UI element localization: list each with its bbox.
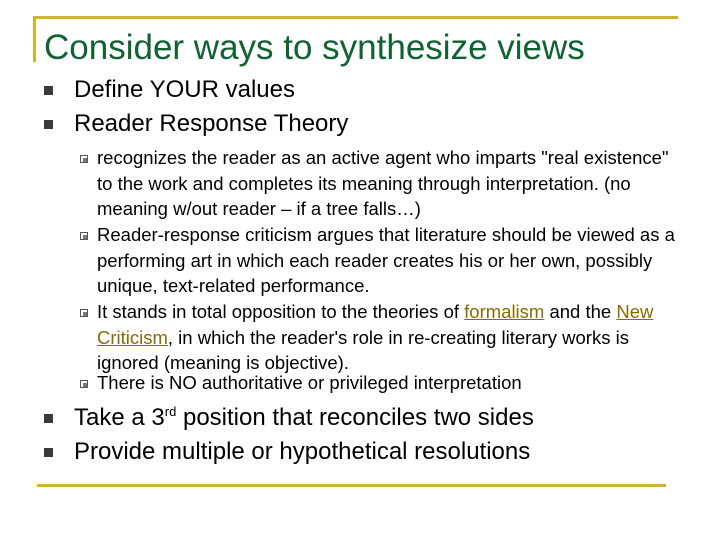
bullet-reader-response: Reader Response Theory [74,110,349,137]
sub-bullet-box-icon [80,309,88,317]
formalism-link[interactable]: formalism [464,301,545,322]
new-criticism-link[interactable]: New Criticism [97,301,654,348]
sub-bullet-performing-art: Reader-response criticism argues that literature should be viewed as a performing art in which each reader creates his or her own, possibly unique, text-related performance. [97,224,675,297]
bullet-square-icon [44,120,53,129]
slide-title: Consider ways to synthesize views [44,28,585,67]
sub-bullet-box-icon [80,380,88,388]
sub-bullet-opposition: It stands in total opposition to the theories of formalism and the New Criticism, in which the reader's role in re-creating literary works is ignored (meaning is objective). [97,301,654,374]
sub-bullet-box-icon [80,155,88,163]
bullet-square-icon [44,448,53,457]
bullet-third-position: Take a 3rd position that reconciles two sides [74,404,534,431]
bullet-multiple-resolutions: Provide multiple or hypothetical resolutions [74,438,531,465]
sub-bullet-box-icon [80,232,88,240]
bottom-rule [37,484,666,487]
title-top-rule [33,16,678,19]
title-left-rule [33,16,36,62]
sub-bullet-no-authoritative: There is NO authoritative or privileged interpretation [97,372,522,393]
bullet-square-icon [44,86,53,95]
bullet-square-icon [44,414,53,423]
bullet-define-values: Define YOUR values [74,76,295,103]
sub-bullet-active-agent: recognizes the reader as an active agent who imparts "real existence" to the work and completes its meaning through interpretation. (no meaning w/out reader – if a tree falls…) [97,147,669,220]
